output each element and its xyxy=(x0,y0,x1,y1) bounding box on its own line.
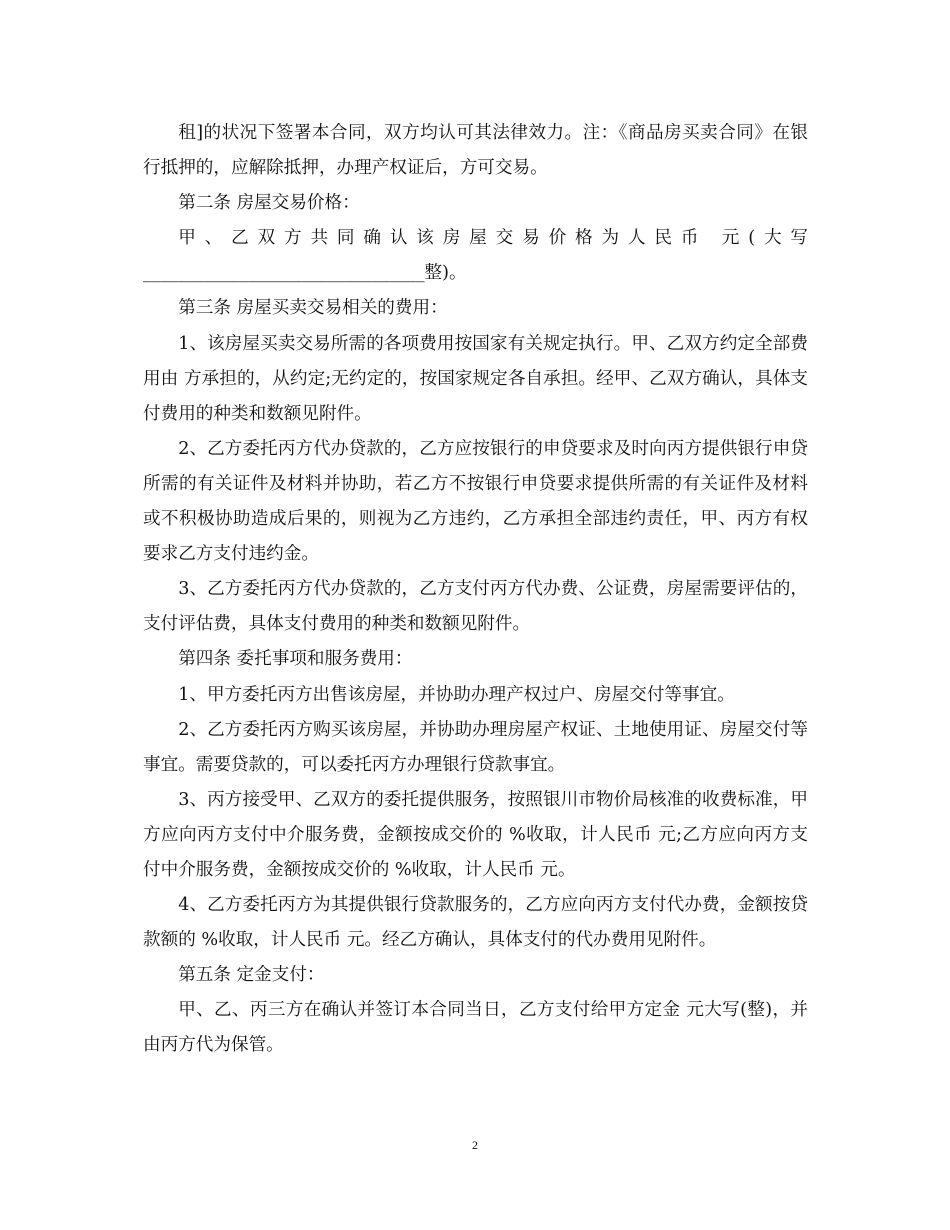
contract-body xyxy=(143,116,808,1064)
article-2-heading: 第二条 房屋交易价格： xyxy=(178,193,360,214)
page-number: 2 xyxy=(472,1138,478,1152)
article-4-heading: 第四条 委托事项和服务费用： xyxy=(178,649,413,670)
paragraph-continuation: 租]的状况下签署本合同，双方均认可其法律效力。注：《商品房买卖合同》在银行抵押的，应解除抵押，办理产权证后，方可交易。 xyxy=(143,123,808,179)
article-4-clause-4: 4、乙方委托丙方为其提供银行贷款服务的，乙方应向丙方支付代办费，金额按贷款额的 %收取，计人民币 元。经乙方确认，具体支付的代办费用见附件。 xyxy=(143,895,808,951)
article-2-price: 甲、乙双方共同确认该房屋交易价格为人民币 元(大写________________________________整)。 xyxy=(143,228,808,284)
article-3-clause-1: 1、该房屋买卖交易所需的各项费用按国家有关规定执行。甲、乙双方约定全部费用由 方承担的，从约定;无约定的，按国家规定各自承担。经甲、乙双方确认，具体支付费用的种类和数额见附件。 xyxy=(143,333,808,424)
article-3-clause-2: 2、乙方委托丙方代办贷款的，乙方应按银行的申贷要求及时向丙方提供银行申贷所需的有关证件及材料并协助，若乙方不按银行申贷要求提供所需的有关证件及材料或不积极协助造成后果的，则视为乙方违约，乙方承担全部违约责任，甲、丙方有权要求乙方支付违约金。 xyxy=(143,438,808,565)
article-3-heading: 第三条 房屋买卖交易相关的费用： xyxy=(178,298,448,319)
article-3-clause-3: 3、乙方委托丙方代办贷款的，乙方支付丙方代办费、公证费，房屋需要评估的，支付评估费，具体支付费用的种类和数额见附件。 xyxy=(143,579,808,635)
article-5-heading: 第五条 定金支付： xyxy=(178,965,325,986)
article-4-clause-1: 1、甲方委托丙方出售该房屋，并协助办理产权过户、房屋交付等事宜。 xyxy=(178,684,735,705)
article-5-deposit: 甲、乙、丙三方在确认并签订本合同当日，乙方支付给甲方定金 元大写(整)，并由丙方代为保管。 xyxy=(143,1000,808,1056)
article-4-clause-3: 3、丙方接受甲、乙双方的委托提供服务，按照银川市物价局核准的收费标准，甲方应向丙方支付中介服务费，金额按成交价的 %收取，计人民币 元;乙方应向丙方支付中介服务费，金额按成交价的 %收取，计人民币 元。 xyxy=(143,789,808,880)
article-4-clause-2: 2、乙方委托丙方购买该房屋，并协助办理房屋产权证、土地使用证、房屋交付等事宜。需要贷款的，可以委托丙方办理银行贷款事宜。 xyxy=(143,719,808,775)
